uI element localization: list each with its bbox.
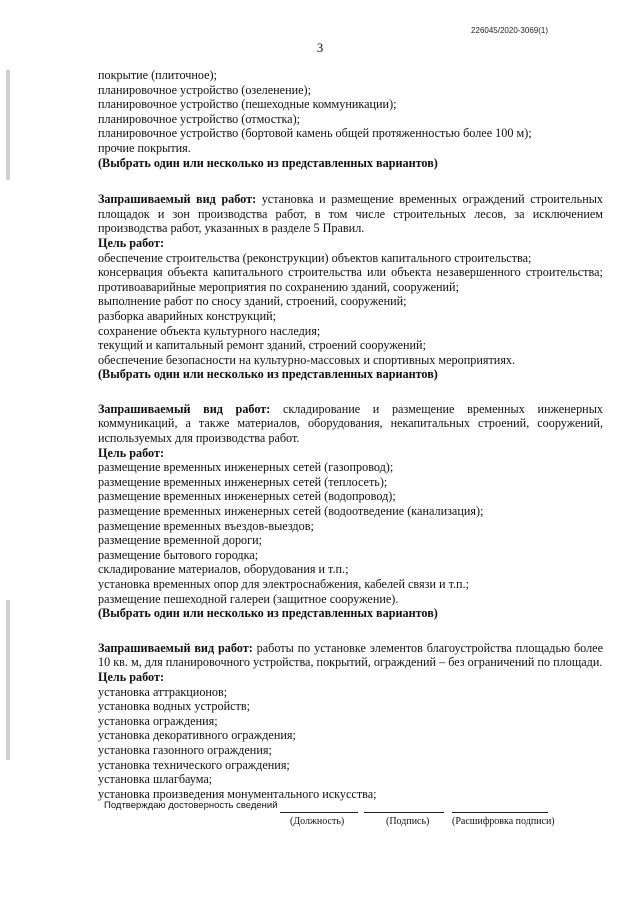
list-item: установка ограждения; <box>98 713 218 728</box>
document-id: 226045/2020-3069(1) <box>471 26 548 35</box>
list-item: противоаварийные мероприятия по сохранению зданий, сооружений; <box>98 279 459 294</box>
signature-line <box>364 812 444 813</box>
scan-margin-mark <box>6 70 10 180</box>
list-item: планировочное устройство (пешеходные коммуникации); <box>98 97 397 112</box>
decoding-line <box>452 812 548 813</box>
list-item: обеспечение строительства (реконструкции) объектов капитального строительства; <box>98 250 532 265</box>
list-item: разборка аварийных конструкций; <box>98 308 277 323</box>
list-item: размещение временных въездов-выездов; <box>98 518 314 533</box>
list-item: размещение временных инженерных сетей (водопровод); <box>98 489 396 504</box>
document-body <box>98 68 603 801</box>
list-item: размещение временных инженерных сетей (водоотведение (канализация); <box>98 504 484 519</box>
work-type-paragraph <box>98 402 603 446</box>
choose-note: (Выбрать один или несколько из представленных вариантов) <box>98 606 438 621</box>
goal-label: Цель работ: <box>98 235 165 250</box>
list-item: размещение временных инженерных сетей (газопровод); <box>98 460 394 475</box>
list-item: планировочное устройство (озеленение); <box>98 82 311 97</box>
list-item: установка произведения монументального искусства; <box>98 786 377 801</box>
list-item: размещение временных инженерных сетей (теплосеть); <box>98 474 388 489</box>
list-item: планировочное устройство (отмостка); <box>98 111 301 126</box>
decoding-caption: (Расшифровка подписи) <box>452 816 555 827</box>
work-type-text: складирование и размещение временных инженерных коммуникаций, а также материалов, оборудования, некапитальных строений, сооружений, используемых для производства работ. <box>98 401 603 446</box>
work-type-label: Запрашиваемый вид работ: <box>98 192 257 207</box>
list-item: размещение временной дороги; <box>98 533 263 548</box>
list-item: установка технического ограждения; <box>98 757 290 772</box>
position-line <box>280 812 358 813</box>
list-item: установка газонного ограждения; <box>98 742 272 757</box>
page-number: 3 <box>316 40 324 55</box>
list-item: установка шлагбаума; <box>98 772 213 787</box>
list-item: прочие покрытия. <box>98 140 191 155</box>
list-item: размещение бытового городка; <box>98 547 259 562</box>
confirm-text: Подтверждаю достоверность сведений <box>104 800 278 811</box>
list-item: выполнение работ по сносу зданий, строений, сооружений; <box>98 294 407 309</box>
list-item: покрытие (плиточное); <box>98 68 218 82</box>
intro-list <box>98 68 603 170</box>
goal-label: Цель работ: <box>98 445 165 460</box>
list-item: установка аттракционов; <box>98 684 228 699</box>
work-type-label: Запрашиваемый вид работ: <box>98 401 271 416</box>
list-item: консервация объекта капитального строительства или объекта незавершенного строительства; <box>98 265 603 280</box>
list-item: планировочное устройство (бортовой камень общей протяженностью более 100 м); <box>98 126 532 141</box>
list-item: текущий и капитальный ремонт зданий, строений сооружений; <box>98 338 426 353</box>
list-item: установка водных устройств; <box>98 699 250 714</box>
work-type-paragraph <box>98 641 603 670</box>
work-type-label: Запрашиваемый вид работ: <box>98 640 253 655</box>
position-caption: (Должность) <box>290 816 345 827</box>
signature-caption: (Подпись) <box>386 816 430 827</box>
goal-label: Цель работ: <box>98 669 165 684</box>
work-section-3 <box>98 641 603 802</box>
list-item: размещение пешеходной галереи (защитное сооружение). <box>98 591 399 606</box>
scan-margin-mark <box>6 600 10 760</box>
work-type-text: работы по установке элементов благоустройства площадью более 10 кв. м, для планировочного устройства, покрытий, ограждений – без ограничений по площади. <box>98 640 603 670</box>
choose-note: (Выбрать один или несколько из представленных вариантов) <box>98 155 438 170</box>
work-type-paragraph <box>98 192 603 236</box>
choose-note: (Выбрать один или несколько из представленных вариантов) <box>98 367 438 382</box>
list-item: обеспечение безопасности на культурно-массовых и спортивных мероприятиях. <box>98 352 516 367</box>
list-item: сохранение объекта культурного наследия; <box>98 323 321 338</box>
work-section-1 <box>98 192 603 382</box>
work-section-2 <box>98 402 603 621</box>
list-item: складирование материалов, оборудования и т.п.; <box>98 562 349 577</box>
work-type-text: установка и размещение временных ограждений строительных площадок и зон производства работ, в том числе строительных лесов, за исключением производства работ, указанных в разделе 5 Правил. <box>98 192 603 236</box>
list-item: установка временных опор для электроснабжения, кабелей связи и т.п.; <box>98 577 469 591</box>
list-item: установка декоративного ограждения; <box>98 728 296 743</box>
